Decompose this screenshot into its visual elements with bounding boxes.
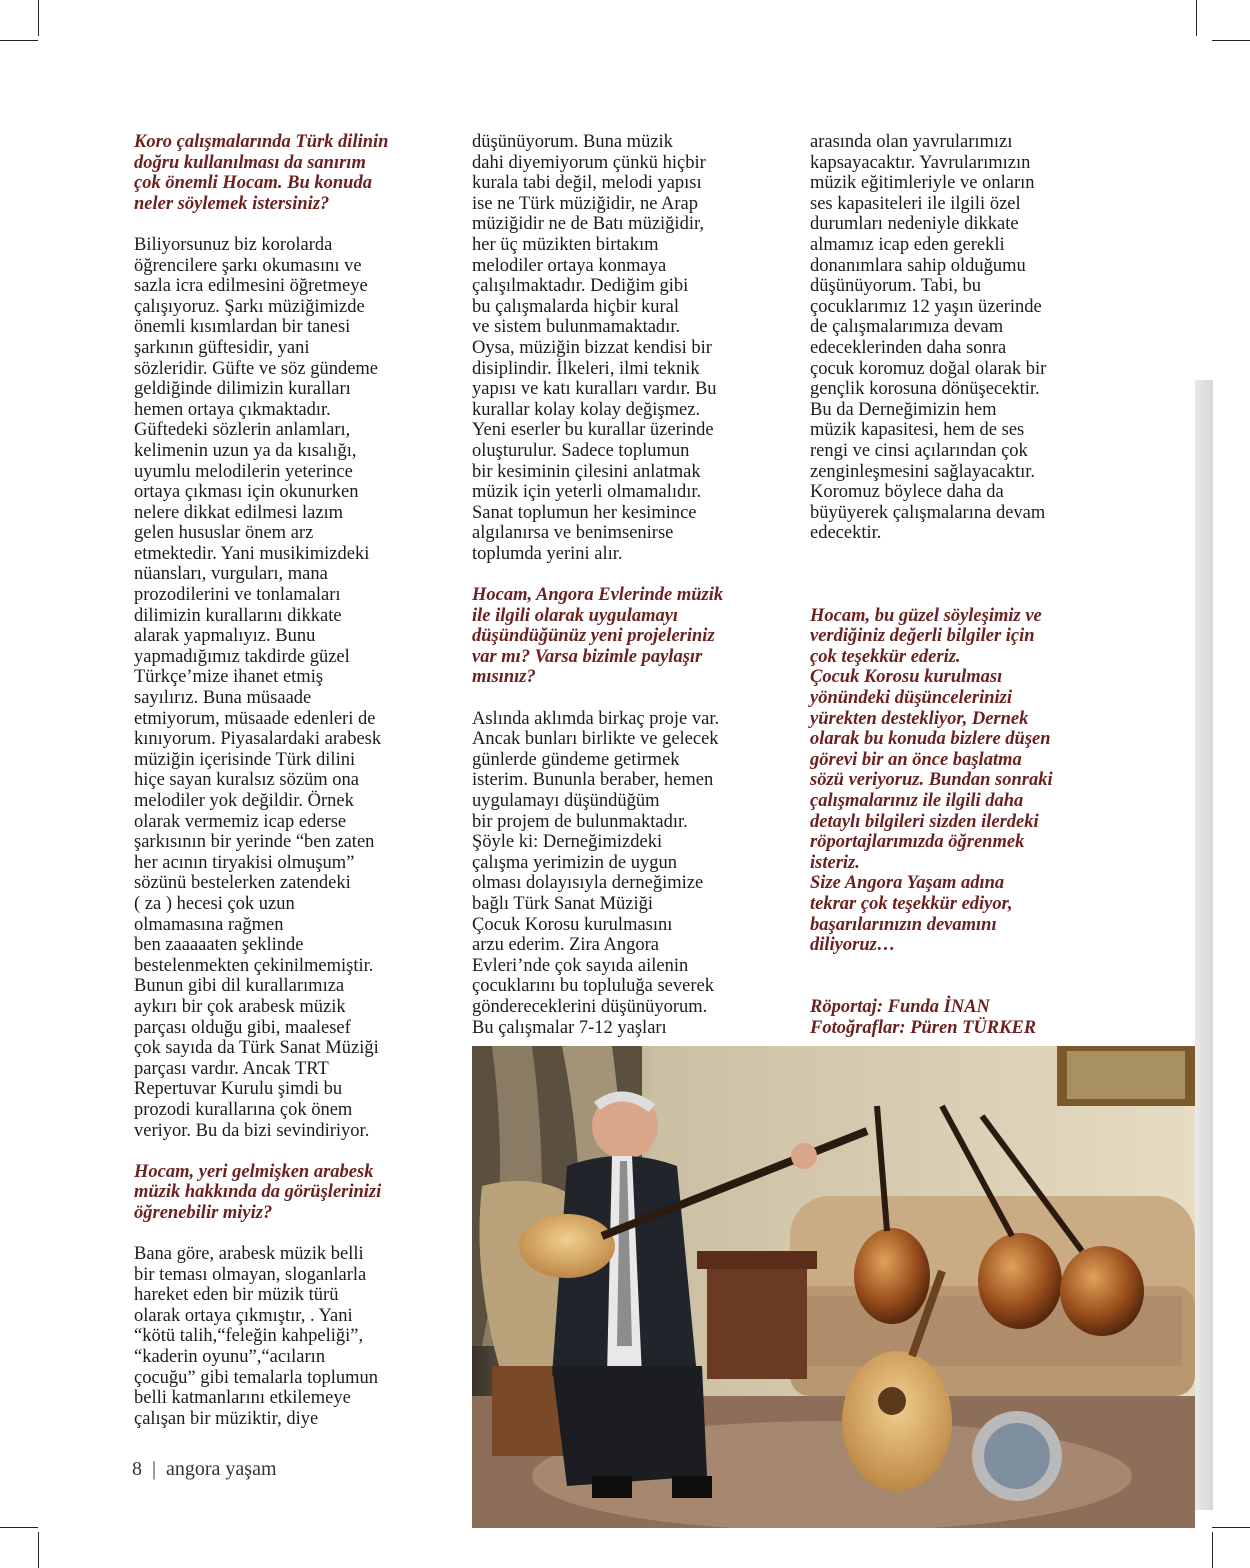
footer-separator: | (152, 1458, 157, 1480)
interview-answer: arasında olan yavrularımızı kapsayacaktır. Yavrularımızın müzik eğitimleriyle ve onların ses kapasiteleri ile ilgili özel durumları nedeniyle dikkate almamız icap eden gerekli donanımlara sahip olduğumu düşünüyorum. Tabi, bu çocuklarımız 12 yaşın üzerinde de çalışmalarımıza devam edeceklerinden daha sonra çocuk koromuz doğal olarak bir gençlik korosuna dönüşecektir. Bu da Derneğimizin hem müzik kapasitesi, hem de ses rengi ve cinsi açılarından çok zenginleşmesini sağlayacaktır. Koromuz böylece daha da büyüyerek çalışmalarına devam edecektir. (810, 132, 1047, 544)
crop-mark (1212, 1527, 1250, 1528)
crop-mark (1212, 40, 1250, 41)
credits: Röportaj: Funda İNAN Fotoğraflar: Püren TÜRKER (810, 996, 1037, 1038)
page-edge-strip (1195, 380, 1213, 1510)
column-1 (134, 132, 454, 1429)
interview-photo (472, 1046, 1195, 1528)
interview-answer: Biliyorsunuz biz korolarda öğrencilere şarkı okumasını ve sazla icra edilmesini öğretmeye çalışıyoruz. Şarkı müziğimizde önemli kısımlardan bir tanesi şarkının güftesidir, yani sözleridir. Güfte ve söz gündeme geldiğinde dilimizin kuralları hemen ortaya çıkmaktadır. Güftedeki sözlerin anlamları, kelimenin uzun ya da kısalığı, uyumlu melodilerin yeterince ortaya çıkması için okunurken nelere dikkat edilmesi lazım gelen hususlar önem arz etmektedir. Yani musikimizdeki nüansları, vurguları, mana prozodilerini ve tonlamaları dilimizin kurallarını dikkate alarak yapmalıyız. Bunu yapmadığımız takdirde güzel Türkçe’mize ihanet etmiş sayılırız. Buna müsaade etmiyorum, müsaade edenleri de kınıyorum. Piyasalardaki arabesk müziğin içerisinde Türk dilini hiçe sayan kuralsız sözüm ona melodiler yok değildir. Örnek olarak vermemiz icap ederse şarkısının bir yerinde “ben zaten her acının tiryakisi olmuşum” sözünü bestelerken zatendeki ( za ) hecesi çok uzun olmamasına rağmen ben zaaaaaten şeklinde bestelenmekten çekinilmemiştir. Bunun gibi dil kurallarımıza aykırı bir çok arabesk müzik parçası olduğu gibi, maalesef çok sayıda da Türk Sanat Müziği parçası vardır. Ancak TRT Repertuvar Kurulu şimdi bu prozodi kurallarına çok önem veriyor. Bu da bizi sevindiriyor. (134, 234, 382, 1141)
page-number: 8 (132, 1458, 142, 1480)
closing-remarks: Hocam, bu güzel söyleşimiz ve verdiğiniz değerli bilgiler için çok teşekkür ederiz. Çocuk Korosu kurulması yönündeki düşüncelerinizi yürekten destekliyor, Dernek olarak bu konuda bizlere düşen görevi bir an önce başlatma sözü veriyoruz. Bundan sonraki çalışmalarınız ile ilgili daha detaylı bilgileri sizden ilerdeki röportajlarımızda öğrenmek isteriz. Size Angora Yaşam adına tekrar çok teşekkür ediyor, başarılarınızın devamını diliyoruz… (810, 605, 1053, 956)
crop-mark (38, 0, 39, 36)
page-footer (132, 1458, 277, 1481)
magazine-name: angora yaşam (166, 1458, 277, 1480)
interview-answer: düşünüyorum. Buna müzik dahi diyemiyorum çünkü hiçbir kurala tabi değil, melodi yapısı ise ne Türk müziğidir, ne Arap müziğidir ne de Batı müziğidir, her üç müzikten birtakım melodiler ortaya konmaya çalışılmaktadır. Dediğim gibi bu çalışmalarda hiçbir kural ve sistem bulunmamaktadır. Oysa, müziğin bizzat kendisi bir disiplindir. İlkeleri, ilmi teknik yapısı ve katı kuralları vardır. Bu kurallar kolay kolay değişmez. Yeni eserler bu kurallar üzerinde oluşturulur. Sadece toplumun bir kesiminin çilesini anlatmak müzik için yeterli olmamalıdır. Sanat toplumun her kesimince algılanırsa ve benimsenirse toplumda yerini alır. (472, 132, 717, 564)
interview-answer: Bana göre, arabesk müzik belli bir teması olmayan, sloganlarla hareket eden bir müzik türü olarak ortaya çıkmıştır, . Yani “kötü talih,“feleğin kahpeliği”, “kaderin oyunu”,“acıların çocuğu” gibi temalarla toplumun belli katmanlarını etkilemeye çalışan bir müziktir, diye (134, 1244, 379, 1429)
photo-illustration (472, 1046, 1195, 1528)
crop-mark (1212, 1532, 1213, 1568)
interview-question: Hocam, Angora Evlerinde müzik ile ilgili olarak uygulamayı düşündüğünüz yeni projeleriniz var mı? Varsa bizimle paylaşır mısınız? (472, 585, 724, 688)
column-3 (810, 132, 1130, 1038)
interview-question: Koro çalışmalarında Türk dilinin doğru kullanılması da sanırım çok önemli Hocam. Bu konuda neler söylemek istersiniz? (134, 132, 389, 214)
crop-mark (1196, 0, 1197, 36)
crop-mark (38, 1532, 39, 1568)
crop-mark (0, 1527, 38, 1528)
interview-question: Hocam, yeri gelmişken arabesk müzik hakkında da görüşlerinizi öğrenebilir miyiz? (134, 1161, 382, 1223)
interview-answer: Aslında aklımda birkaç proje var. Ancak bunları birlikte ve gelecek günlerde gündeme getirmek isterim. Bununla beraber, hemen uygulamayı düşündüğüm bir projem de bulunmaktadır. Şöyle ki: Derneğimizdeki çalışma yerimizin de uygun olması dolayısıyla derneğimize bağlı Türk Sanat Müziği Çocuk Korosu kurulmasını arzu ederim. Zira Angora Evleri’nde çok sayıda ailenin çocuklarını bu topluluğa severek göndereceklerini düşünüyorum. Bu çalışmalar 7-12 yaşları (472, 708, 720, 1038)
crop-mark (0, 40, 38, 41)
column-2 (472, 132, 792, 1038)
